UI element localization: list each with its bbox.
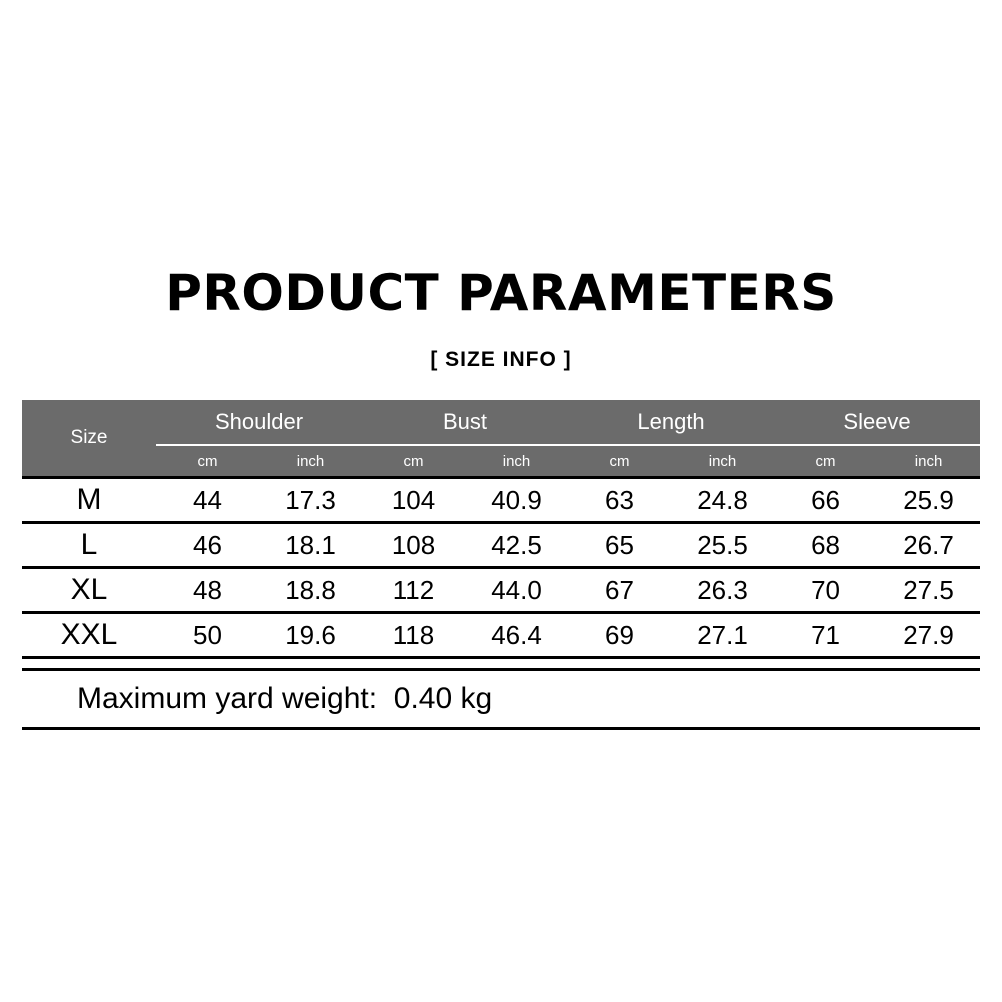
header-group-shoulder: Shoulder — [156, 400, 362, 445]
header-unit-bust-cm: cm — [362, 445, 465, 478]
cell-length-inch: 27.1 — [671, 613, 774, 658]
cell-length-cm: 69 — [568, 613, 671, 658]
cell-length-cm: 67 — [568, 568, 671, 613]
cell-sleeve-cm: 71 — [774, 613, 877, 658]
size-table-container — [22, 400, 980, 659]
cell-size: L — [22, 523, 156, 568]
max-weight-note — [22, 668, 980, 730]
cell-bust-cm: 112 — [362, 568, 465, 613]
cell-bust-cm: 118 — [362, 613, 465, 658]
cell-shoulder-cm: 46 — [156, 523, 259, 568]
header-group-length: Length — [568, 400, 774, 445]
header-unit-shoulder-cm: cm — [156, 445, 259, 478]
cell-size: XL — [22, 568, 156, 613]
header-unit-length-cm: cm — [568, 445, 671, 478]
cell-length-inch: 24.8 — [671, 478, 774, 523]
cell-bust-cm: 104 — [362, 478, 465, 523]
header-unit-sleeve-inch: inch — [877, 445, 980, 478]
cell-length-inch: 25.5 — [671, 523, 774, 568]
cell-bust-inch: 46.4 — [465, 613, 568, 658]
cell-sleeve-inch: 27.5 — [877, 568, 980, 613]
cell-sleeve-cm: 70 — [774, 568, 877, 613]
header-size: Size — [22, 400, 156, 478]
cell-bust-inch: 42.5 — [465, 523, 568, 568]
max-weight-note-text: Maximum yard weight: 0.40 kg — [77, 682, 493, 715]
table-units-row — [22, 445, 980, 478]
header-unit-shoulder-inch: inch — [259, 445, 362, 478]
cell-size: M — [22, 478, 156, 523]
page-title: PRODUCT PARAMETERS — [165, 264, 837, 322]
page-subtitle: [ SIZE INFO ] — [430, 348, 572, 371]
cell-shoulder-cm: 48 — [156, 568, 259, 613]
cell-sleeve-cm: 66 — [774, 478, 877, 523]
cell-sleeve-cm: 68 — [774, 523, 877, 568]
header-group-bust: Bust — [362, 400, 568, 445]
size-table — [22, 400, 980, 659]
cell-shoulder-inch: 18.8 — [259, 568, 362, 613]
cell-length-inch: 26.3 — [671, 568, 774, 613]
header-unit-sleeve-cm: cm — [774, 445, 877, 478]
cell-bust-inch: 44.0 — [465, 568, 568, 613]
cell-sleeve-inch: 25.9 — [877, 478, 980, 523]
cell-length-cm: 65 — [568, 523, 671, 568]
cell-sleeve-inch: 26.7 — [877, 523, 980, 568]
cell-shoulder-cm: 44 — [156, 478, 259, 523]
table-row — [22, 478, 980, 523]
cell-bust-cm: 108 — [362, 523, 465, 568]
cell-shoulder-inch: 18.1 — [259, 523, 362, 568]
header-unit-bust-inch: inch — [465, 445, 568, 478]
cell-sleeve-inch: 27.9 — [877, 613, 980, 658]
cell-size: XXL — [22, 613, 156, 658]
cell-shoulder-inch: 17.3 — [259, 478, 362, 523]
header-group-sleeve: Sleeve — [774, 400, 980, 445]
table-row — [22, 523, 980, 568]
table-group-header-row — [22, 400, 980, 445]
cell-shoulder-inch: 19.6 — [259, 613, 362, 658]
table-row — [22, 568, 980, 613]
table-row — [22, 613, 980, 658]
cell-bust-inch: 40.9 — [465, 478, 568, 523]
cell-shoulder-cm: 50 — [156, 613, 259, 658]
cell-length-cm: 63 — [568, 478, 671, 523]
header-unit-length-inch: inch — [671, 445, 774, 478]
